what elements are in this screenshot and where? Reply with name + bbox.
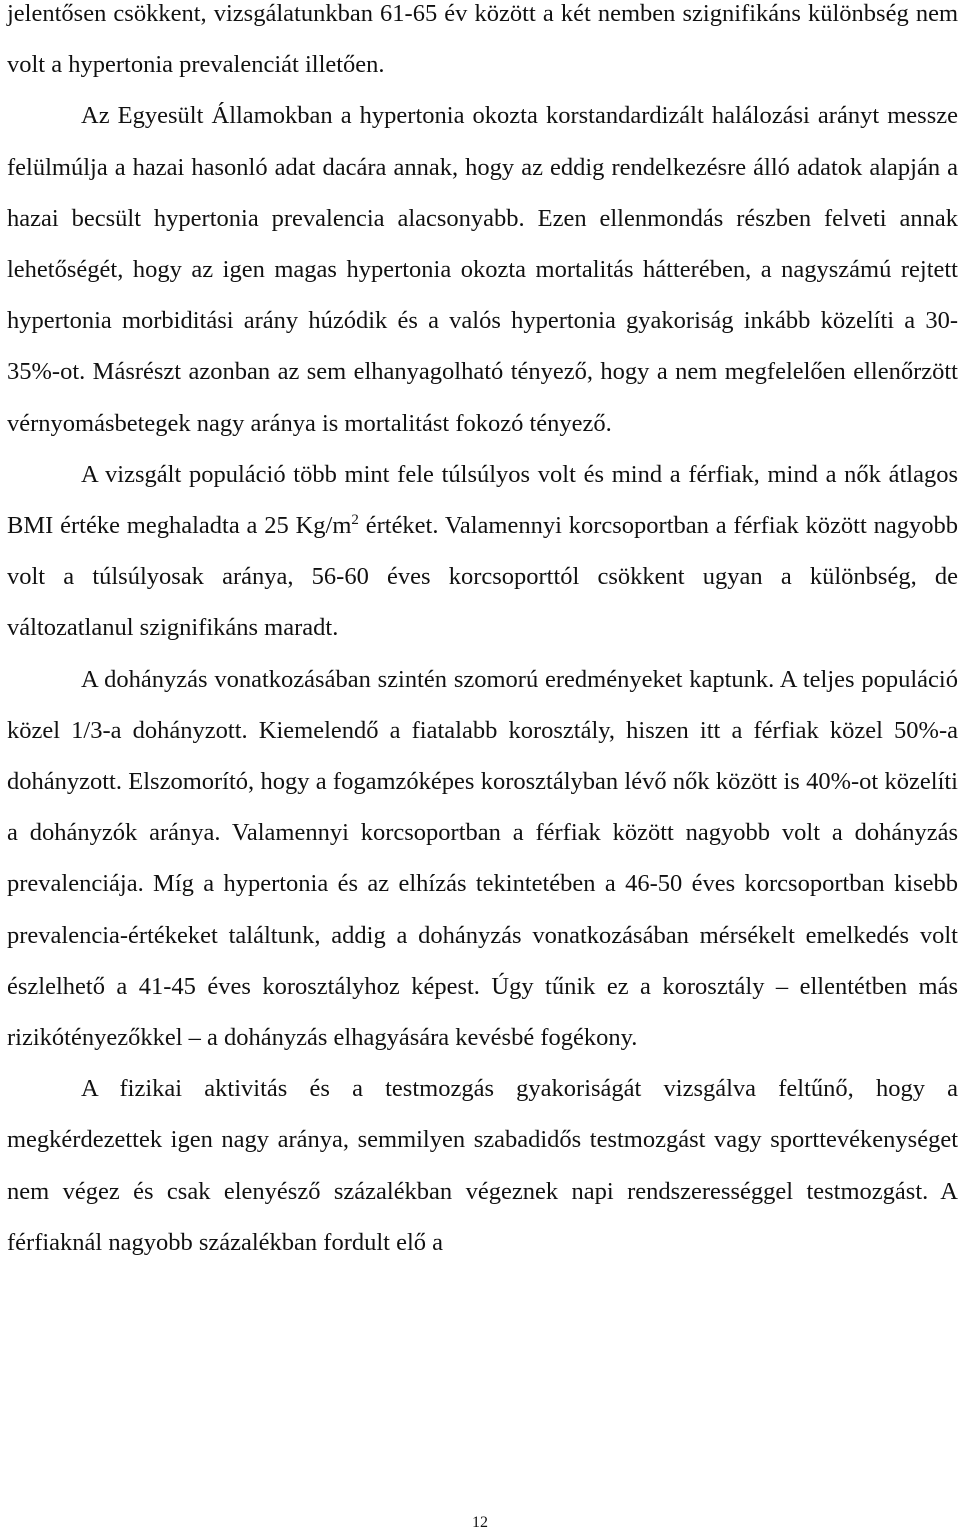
paragraph-4: A dohányzás vonatkozásában szintén szomorú eredményeket kaptunk. A teljes populáció közel 1/3-a dohányzott. Kiemelendő a fiatalabb korosztály, hiszen itt a férfiak közel 50%-a dohányzott. Elszomorító, hogy a fogamzóképes korosztályban lévő nők között is 40%-ot közelíti a dohányzók aránya. Valamennyi korcsoportban a férfiak között nagyobb volt a dohányzás prevalenciája. Míg a hypertonia és az elhízás tekintetében a 46-50 éves korcsoportban kisebb prevalencia-értékeket találtunk, addig a dohányzás vonatkozásában mérsékelt emelkedés volt észlelhető a 41-45 éves korosztályhoz képest. Úgy tűnik ez a korosztály – ellentétben más rizikótényezőkkel – a dohányzás elhagyására kevésbé fogékony. (7, 665, 958, 1052)
paragraph-3 (7, 449, 958, 654)
page-number: 12 (472, 1514, 488, 1531)
body-text (7, 0, 958, 1268)
paragraph-3-text-a: A vizsgált populáció több mint fele túlsúlyos volt és mind a férfiak, mind a nők átlagos BMI értéke meghaladta a 25 Kg/m (7, 460, 958, 540)
paragraph-5: A fizikai aktivitás és a testmozgás gyakoriságát vizsgálva feltűnő, hogy a megkérdezettek igen nagy aránya, semmilyen szabadidős testmozgást vagy sporttevékenységet nem végez és csak elenyésző százalékban végeznek napi rendszerességgel testmozgást. A férfiaknál nagyobb százalékban fordult elő a (7, 1075, 958, 1256)
paragraph-1: jelentősen csökkent, vizsgálatunkban 61-65 év között a két nemben szignifikáns különbség nem volt a hypertonia prevalenciát illetően. (7, 0, 958, 79)
superscript-2: 2 (351, 512, 359, 529)
paragraph-2: Az Egyesült Államokban a hypertonia okozta korstandardizált halálozási arányt messze felülmúlja a hazai hasonló adat dacára annak, hogy az eddig rendelkezésre álló adatok alapján a hazai becsült hypertonia prevalencia alacsonyabb. Ezen ellenmondás részben felveti annak lehetőségét, hogy az igen magas hypertonia okozta mortalitás hátterében, a nagyszámú rejtett hypertonia morbiditási arány húzódik és a valós hypertonia gyakoriság inkább közelíti a 30-35%-ot. Másrészt azonban az sem elhanyagolható tényező, hogy a nem megfelelően ellenőrzött vérnyomásbetegek nagy aránya is mortalitást fokozó tényező. (7, 102, 958, 437)
paragraph-3-text-b: értéket. Valamennyi korcsoportban a férfiak között nagyobb volt a túlsúlyosak aránya, 56-60 éves korcsoporttól csökkent ugyan a különbség, de változatlanul szignifikáns maradt. (7, 512, 958, 642)
